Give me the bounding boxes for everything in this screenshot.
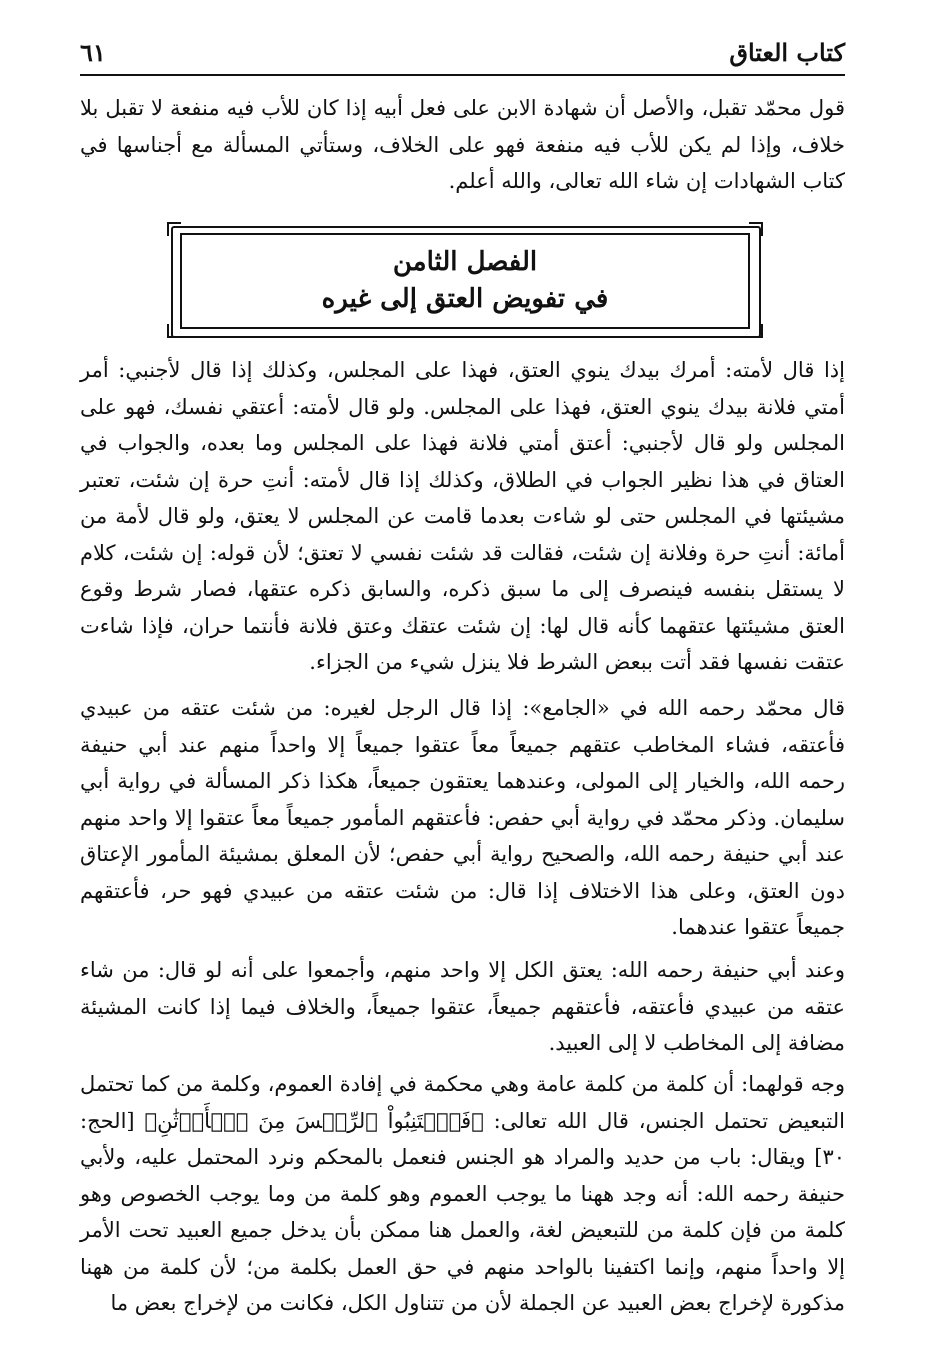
running-title: كتاب العتاق <box>729 38 845 67</box>
page-header <box>80 34 845 76</box>
body-paragraph: قال محمّد رحمه الله في «الجامع»: إذا قال الرجل لغيره: من شئت عتقه من عبيدي فأعتقه، فشاء المخاطب عتقهم جميعاً معاً عتقوا جميعاً إلا واحداً منهم عند أبي حنيفة رحمه الله، والخيار إلى المولى، وعندهما يعتقون جميعاً، هكذا ذكر المسألة في رواية أبي سليمان. وذكر محمّد في رواية أبي حفص: فأعتقهم المأمور جميعاً معاً عتقوا إلا واحد منهم عند أبي حنيفة رحمه الله، والصحيح رواية أبي حفص؛ لأن المعلق بمشيئة المأمور الإعتاق دون العتق، وعلى هذا الاختلاف إذا قال: من شئت عتقه من عبيدي فهو حر، فأعتقهم جميعاً عتقوا عندهما. <box>80 696 846 939</box>
intro-paragraph-block <box>80 90 845 200</box>
body-paragraph: وجه قولهما: أن كلمة من كلمة عامة وهي محكمة في إفادة العموم، وكلمة من كما تحتمل التبعيض تحتمل الجنس، قال الله تعالى: ﴿فَٱجۡتَنِبُواْ ٱلرِّجۡسَ مِنَ ٱلۡأَوۡثَٰنِ﴾ [الحج: ٣٠] ويقال: باب من حديد والمراد هو الجنس فنعمل بالمحكم ونرد المحتمل عليه، ولأبي حنيفة رحمه الله: أنه وجد ههنا ما يوجب العموم وهو كلمة من وما يوجب الخصوص وهو كلمة من فإن كلمة من للتبعيض لغة، والعمل هنا ممكن بأن يدخل جميع العبيد تحت الأمر إلا واحداً منهم، وإنما اكتفينا بالواحد منهم في حق العمل بكلمة من؛ لأن كلمة من ههنا مذكورة لإخراج بعض العبيد عن الجملة لأن من تتناول الكل، فكانت من لإخراج بعض ما <box>80 1072 846 1315</box>
paragraph-block-1 <box>80 352 845 681</box>
section-heading <box>180 233 750 329</box>
page-number: ٦١ <box>80 38 106 67</box>
paragraph-block-2 <box>80 690 845 946</box>
paragraph-block-4 <box>80 1066 845 1322</box>
section-heading-subtitle: في تفويض العتق إلى غيره <box>321 284 609 314</box>
body-paragraph: إذا قال لأمته: أمرك بيدك ينوي العتق، فهذا على المجلس، وكذلك إذا قال لأجنبي: أمر أمتي فلانة بيدك ينوي العتق، فهذا على المجلس. ولو قال لأمته: أعتقي نفسك، فهو على المجلس ولو قال لأجنبي: أعتق أمتي فلانة فهذا على المجلس وما بعده، والجواب في العتاق في هذا نظير الجواب في الطلاق، وكذلك إذا قال لأمته: أنتِ حرة إن شئت، تعتبر مشيئتها في المجلس حتى لو شاءت بعدما قامت عن المجلس لا يعتق، ولو قال لأمة من أمائة: أنتِ حرة وفلانة إن شئت، فقالت قد شئت نفسي لا تعتق؛ لأن قوله: إن شئت، كلام لا يستقل بنفسه فينصرف إلى ما سبق ذكره، والسابق ذكره عتقها، فصار شرط وقوع العتق مشيئتها عتقهما كأنه قال لها: إن شئت عتقك وعتق فلانة فأنتما حران، فإذا شاءت عتقت نفسها فقد أتت ببعض الشرط فلا ينزل شيء من الجزاء. <box>80 358 845 674</box>
section-heading-title: الفصل الثامن <box>392 247 538 277</box>
body-paragraph: وعند أبي حنيفة رحمه الله: يعتق الكل إلا واحد منهم، وأجمعوا على أنه لو قال: من شاء عتقه من عبيدي فأعتقه، فأعتقهم جميعاً، عتقوا جميعاً، والخلاف فيما إذا كانت المشيئة مضافة إلى المخاطب لا إلى العبيد. <box>80 958 845 1055</box>
paragraph-block-3 <box>80 952 845 1062</box>
intro-paragraph: قول محمّد تقبل، والأصل أن شهادة الابن على فعل أبيه إذا كان للأب فيه منفعة لا تقبل بلا خلاف، وإذا لم يكن للأب فيه منفعة فهو على الخلاف، وستأتي المسألة مع أجناسها في كتاب الشهادات إن شاء الله تعالى، والله أعلم. <box>80 96 845 193</box>
